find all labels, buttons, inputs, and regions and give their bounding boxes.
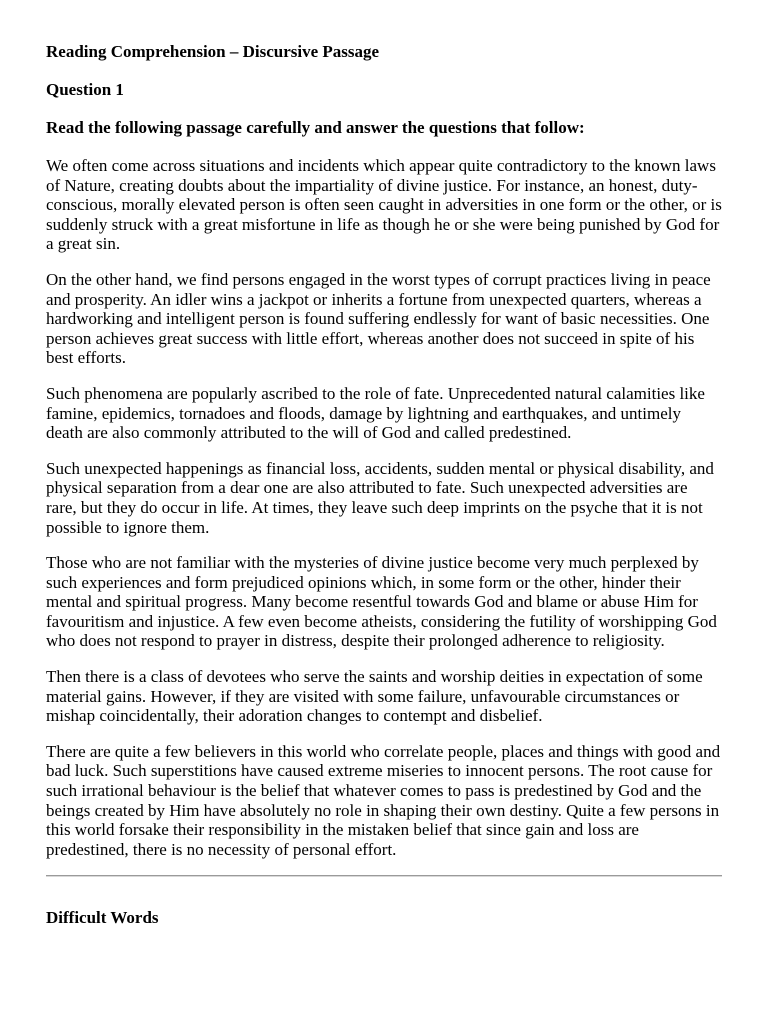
passage-paragraph-2: On the other hand, we find persons engaged in the worst types of corrupt practices living in peace and prosperity. An idler wins a jackpot or inherits a fortune from unexpected quarters, whereas a hardworking and intelligent person is found suffering endlessly for want of basic necessities. One person achieves great success with little effort, whereas another does not succeed in spite of his best efforts. [46, 269, 711, 368]
passage-paragraph-3: Such phenomena are popularly ascribed to the role of fate. Unprecedented natural calamities like famine, epidemics, tornadoes and floods, damage by lightning and earthquakes, and untimely death are also commonly attributed to the will of God and called predestined. [46, 383, 705, 443]
question-instruction: Read the following passage carefully and answer the questions that follow: [46, 118, 585, 137]
passage-paragraph-7: There are quite a few believers in this world who correlate people, places and things with good and bad luck. Such superstitions have caused extreme miseries to innocent persons. The root cause for such irrational behaviour is the belief that whatever comes to pass is predestined by God and the beings created by Him have absolutely no role in shaping their own destiny. Quite a few persons in this world forsake their responsibility in the mistaken belief that since gain and loss are predestined, there is no necessity of personal effort. [46, 741, 721, 859]
document-page [46, 42, 722, 928]
document-title: Reading Comprehension – Discursive Passage [46, 42, 380, 61]
question-label: Question 1 [46, 80, 124, 99]
passage-paragraph-4: Such unexpected happenings as financial loss, accidents, sudden mental or physical disability, and physical separation from a dear one are also attributed to fate. Such unexpected adversities are rare, but they do occur in life. At times, they leave such deep imprints on the psyche that it is not possible to ignore them. [46, 458, 714, 537]
passage-paragraph-1: We often come across situations and incidents which appear quite contradictory to the known laws of Nature, creating doubts about the impartiality of divine justice. For instance, an honest, duty-conscious, morally elevated person is often seen caught in adversities in one form or the other, or is suddenly struck with a great misfortune in life as though he or she were being punished by God for a great sin. [46, 156, 722, 254]
passage-paragraph-6: Then there is a class of devotees who serve the saints and worship deities in expectation of some material gains. However, if they are visited with some failure, unfavourable circumstances or mishap coincidentally, their adoration changes to contempt and disbelief. [46, 667, 703, 726]
section-heading-difficult-words: Difficult Words [46, 908, 159, 928]
section-divider [46, 875, 722, 877]
passage-paragraph-5: Those who are not familiar with the mysteries of divine justice become very much perplexed by such experiences and form prejudiced opinions which, in some form or the other, hinder their mental and spiritual progress. Many become resentful towards God and blame or abuse Him for favouritism and injustice. A few even become atheists, considering the futility of worshipping God who does not respond to prayer in distress, despite their prolonged adherence to religiosity. [46, 553, 717, 651]
